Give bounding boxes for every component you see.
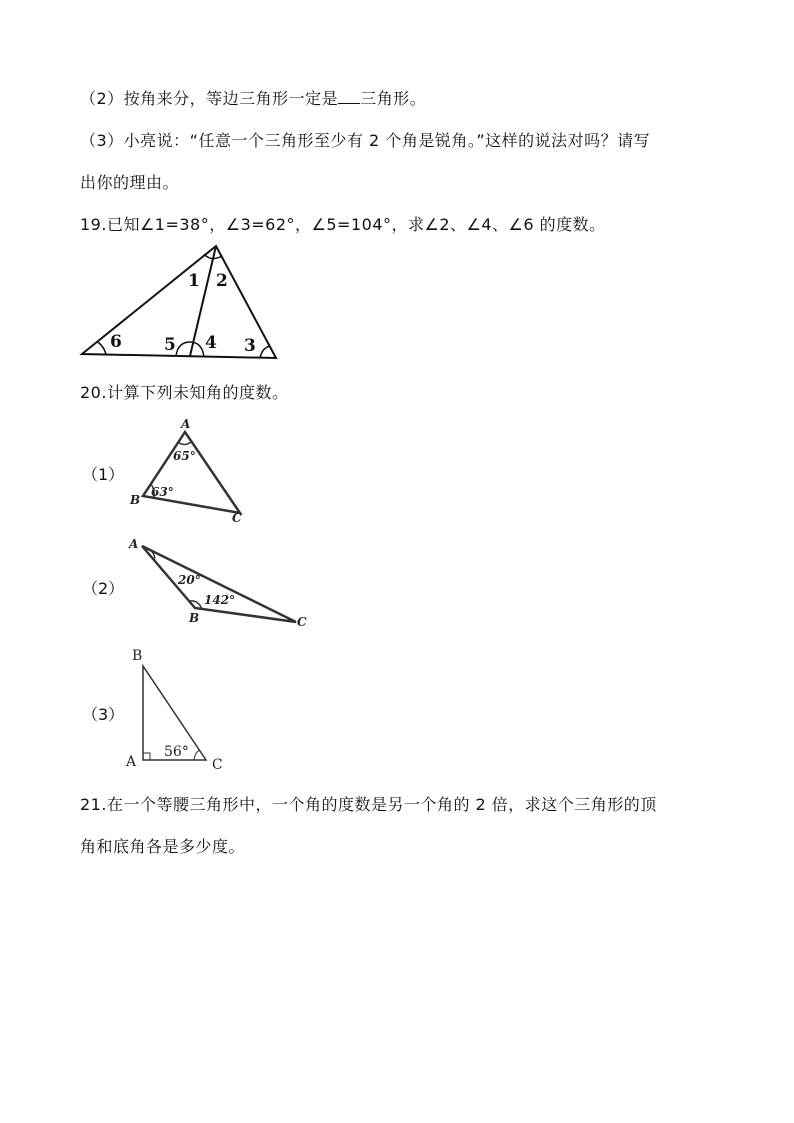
- q19-triangle-figure: [70, 238, 290, 366]
- q20-question: 20.计算下列未知角的度数。: [80, 383, 289, 402]
- q19-angle-3-label: 3: [244, 336, 256, 356]
- q19-angle-5-label: 5: [164, 335, 176, 355]
- q20-fig2-vertex-a: A: [129, 537, 139, 551]
- q20-fig1-vertex-c: C: [232, 511, 242, 525]
- q20-fig3-vertex-a: A: [126, 754, 137, 770]
- q20-figure-3: [122, 644, 234, 776]
- right-angle-marker: [143, 753, 150, 760]
- q18-part2-text-before: （2）按角来分，等边三角形一定是: [80, 89, 339, 108]
- q20-fig2-angle-a: 20°: [178, 573, 201, 587]
- q19-angle-6-label: 6: [110, 332, 122, 352]
- answer-blank: [338, 89, 360, 104]
- q20-fig2-vertex-b: B: [189, 611, 200, 625]
- q20-sub1-label: （1）: [82, 465, 125, 484]
- q20-fig3-vertex-b: B: [132, 648, 143, 664]
- q18-part2: [80, 86, 426, 109]
- q20-fig1-vertex-a: A: [181, 417, 191, 431]
- q20-fig2-vertex-c: C: [297, 615, 307, 629]
- q18-part3-line1: （3）小亮说：“任意一个三角形至少有 2 个角是锐角。”这样的说法对吗？请写: [80, 131, 651, 150]
- q20-figure-2: [126, 534, 312, 632]
- q20-fig1-angle-a: 65°: [173, 449, 196, 463]
- q18-part2-text-after: 三角形。: [360, 89, 427, 108]
- q20-sub3-label: （3）: [82, 705, 125, 724]
- q21-line2: 角和底角各是多少度。: [80, 837, 246, 856]
- q20-fig1-vertex-b: B: [130, 493, 141, 507]
- q20-fig3-vertex-c: C: [212, 757, 223, 773]
- q20-fig2-angle-b: 142°: [204, 593, 236, 607]
- q21-line1: 21.在一个等腰三角形中，一个角的度数是另一个角的 2 倍，求这个三角形的顶: [80, 795, 657, 814]
- q19-angle-4-label: 4: [205, 333, 217, 353]
- q20-figure-1: [126, 414, 256, 526]
- q20-fig3-angle-c: 56°: [164, 744, 189, 760]
- q19-question: 19.已知∠1=38°，∠3=62°，∠5=104°，求∠2、∠4、∠6 的度数。: [80, 215, 606, 234]
- q19-angle-1-label: 1: [188, 271, 200, 291]
- q20-fig1-angle-b: 63°: [151, 485, 174, 499]
- q18-part3-line2: 出你的理由。: [80, 173, 180, 192]
- q19-angle-2-label: 2: [216, 271, 228, 291]
- q20-sub2-label: （2）: [82, 579, 125, 598]
